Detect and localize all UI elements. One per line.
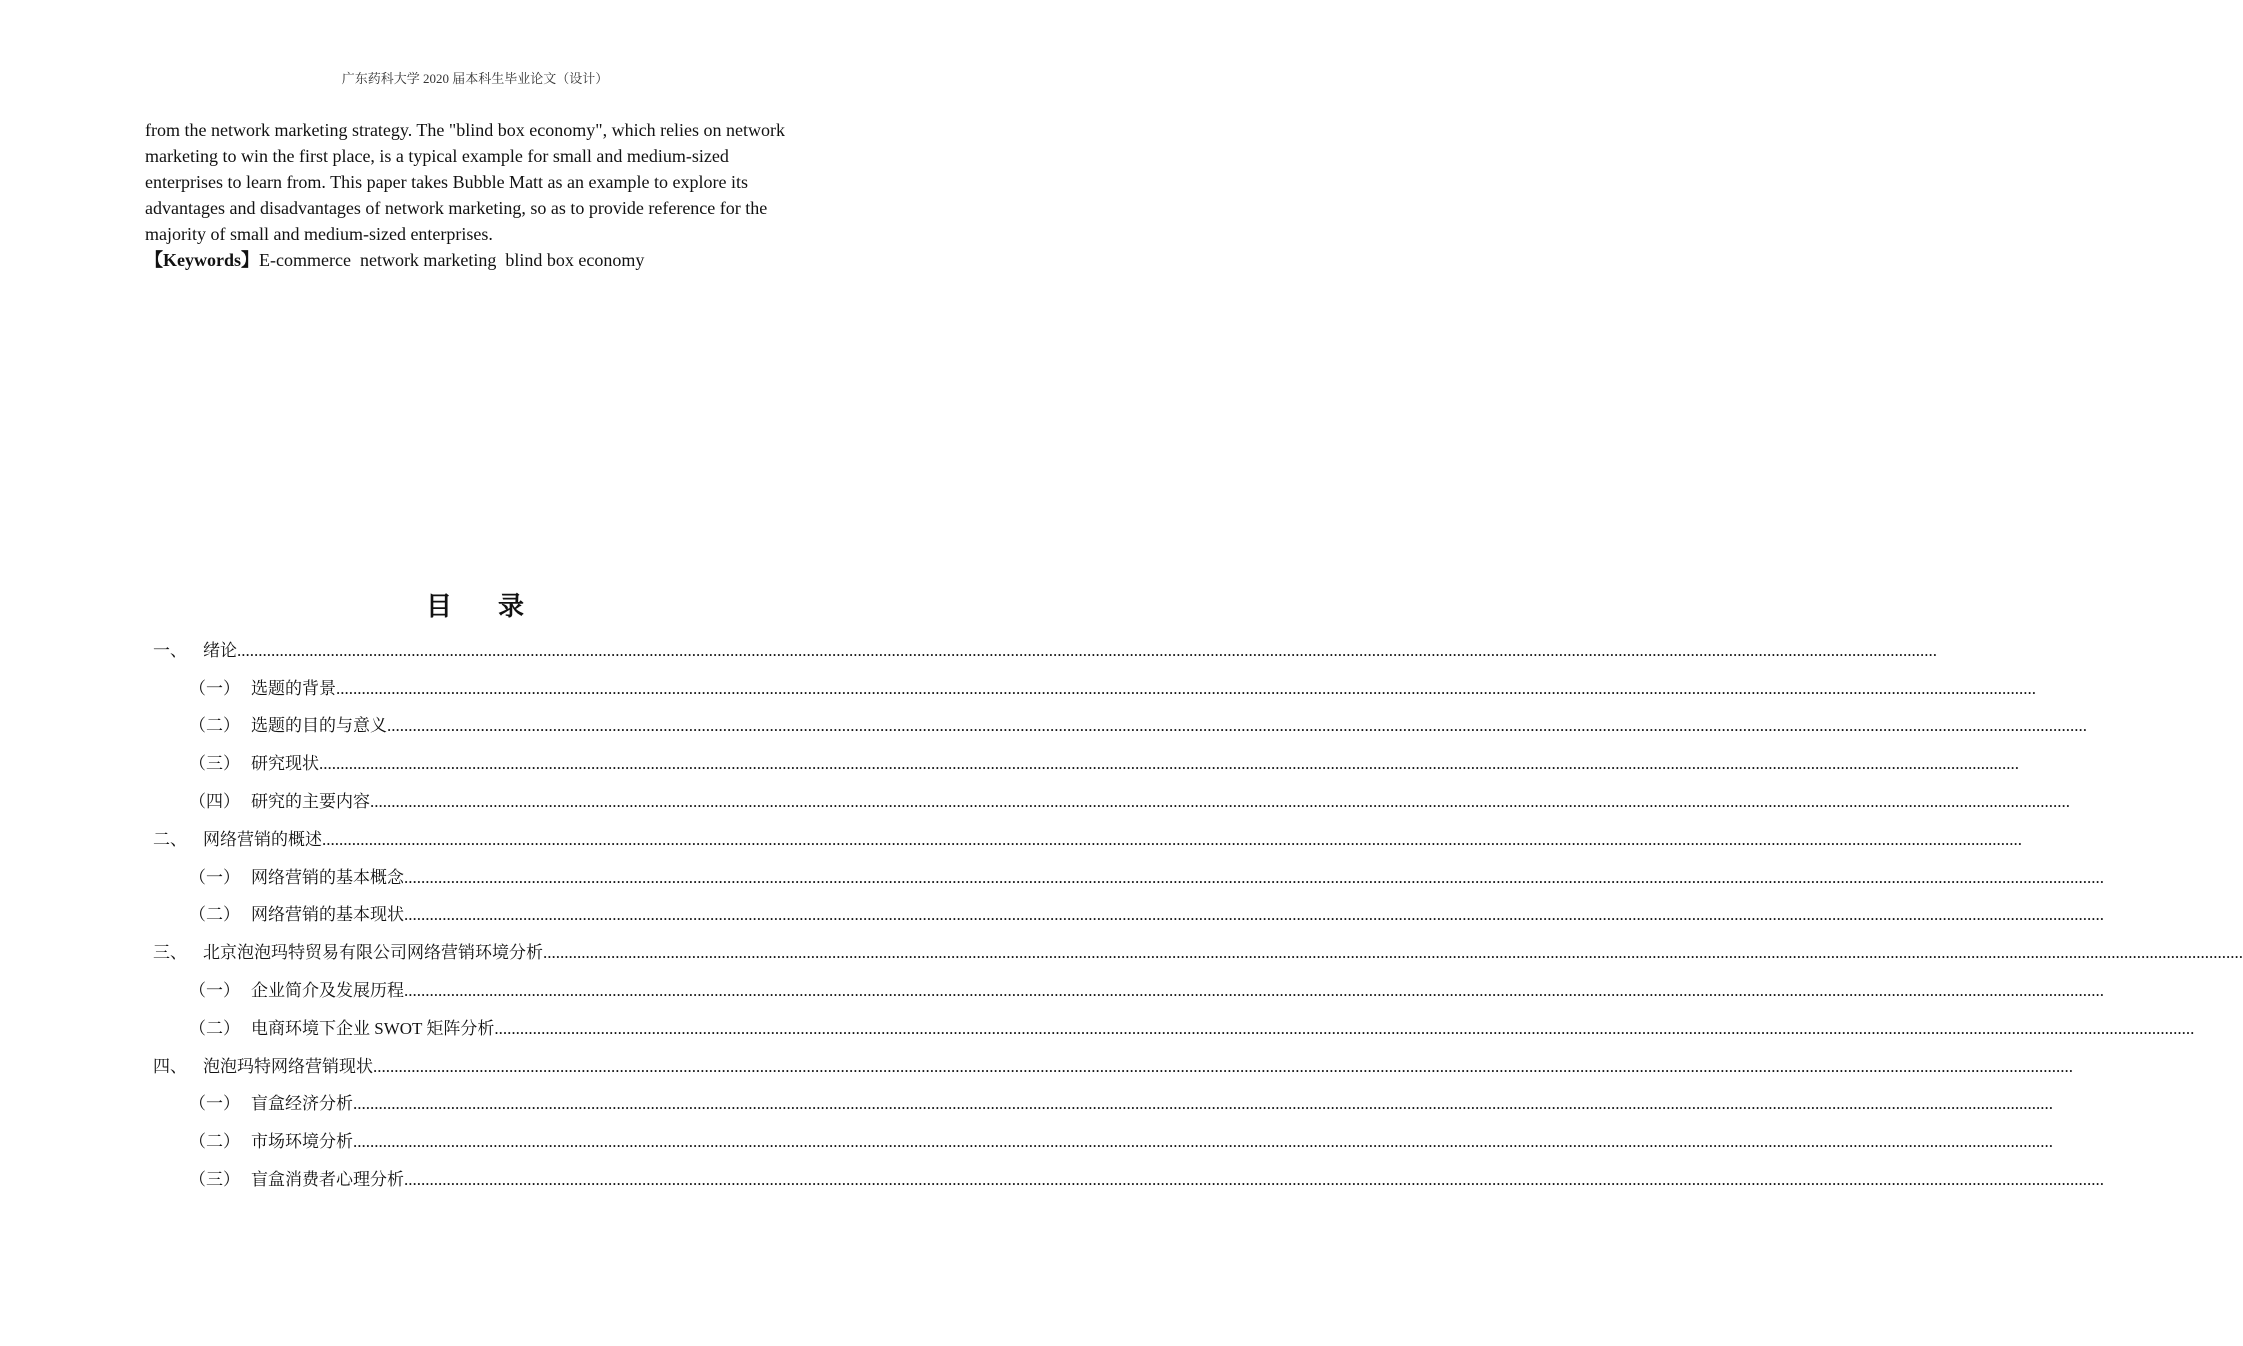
toc-entry[interactable] [153, 699, 2087, 737]
toc-entry-title: 盲盒经济分析 [251, 1094, 353, 1114]
toc-entry-number: （四） [189, 791, 240, 811]
toc-entry-title: 网络营销的概述 [203, 829, 322, 849]
toc-entry[interactable] [153, 925, 2243, 963]
toc-entry-title: 选题的目的与意义 [251, 716, 387, 736]
toc-dot-leader: ................................................................................................................................................................................................................................................................................................................................................................................................................ [494, 1018, 2195, 1038]
toc-entry[interactable] [153, 1039, 2073, 1077]
toc-entry[interactable] [153, 1152, 2104, 1190]
toc-entry-number: 二、 [153, 829, 187, 849]
toc-entry-title: 网络营销的基本概念 [251, 867, 404, 887]
toc-entry-title: 泡泡玛特网络营销现状 [203, 1056, 373, 1076]
toc-entry-number: （一） [189, 678, 240, 698]
keywords-line [145, 247, 810, 273]
toc-entry-number: 一、 [153, 640, 187, 660]
toc-dot-leader: ................................................................................................................................................................................................................................................................................................................................................................................................................ [353, 1132, 2053, 1152]
toc-dot-leader: ................................................................................................................................................................................................................................................................................................................................................................................................................ [404, 980, 2104, 1000]
toc-entry-number: （一） [189, 867, 240, 887]
toc-entry[interactable] [153, 1001, 2195, 1039]
keyword-item: blind box economy [505, 250, 645, 270]
toc-entry[interactable] [153, 1077, 2053, 1115]
toc-entry-number: （三） [189, 1169, 240, 1189]
toc-dot-leader: ................................................................................................................................................................................................................................................................................................................................................................................................................ [404, 905, 2104, 925]
abstract-paragraph: from the network marketing strategy. The "blind box economy", which relies on network marketing to win the first place, is a typical example for small and medium-sized enterprises to learn from. This paper takes Bubble Matt as an example to explore its advantages and disadvantages of network marketing, so as to provide reference for the majority of small and medium-sized enterprises. [145, 120, 786, 244]
toc-entry-number: （二） [189, 716, 240, 736]
toc-entry-number: （三） [189, 754, 240, 774]
toc-dot-leader: ................................................................................................................................................................................................................................................................................................................................................................................................................ [237, 640, 1937, 660]
toc-entry[interactable] [153, 623, 1937, 661]
toc-dot-leader: ................................................................................................................................................................................................................................................................................................................................................................................................................ [322, 829, 2022, 849]
table-of-contents [153, 623, 2243, 1190]
toc-entry-title: 选题的背景 [251, 678, 336, 698]
keywords-label: 【Keywords】 [145, 250, 259, 270]
toc-entry-title: 市场环境分析 [251, 1132, 353, 1152]
toc-entry[interactable] [153, 963, 2104, 1001]
toc-entry-number: （二） [189, 1132, 240, 1152]
toc-entry-number: 三、 [153, 943, 187, 963]
toc-title [0, 586, 950, 623]
toc-dot-leader: ................................................................................................................................................................................................................................................................................................................................................................................................................ [370, 791, 2070, 811]
toc-entry-title: 北京泡泡玛特贸易有限公司网络营销环境分析 [203, 943, 543, 963]
toc-entry-title: 研究现状 [251, 754, 319, 774]
keyword-item: network marketing [359, 250, 497, 270]
toc-entry-title: 网络营销的基本现状 [251, 905, 404, 925]
toc-dot-leader: ................................................................................................................................................................................................................................................................................................................................................................................................................ [319, 754, 2019, 774]
toc-entry-title: 盲盒消费者心理分析 [251, 1169, 404, 1189]
toc-entry-title: 绪论 [203, 640, 237, 660]
toc-entry[interactable] [153, 736, 2019, 774]
abstract-section [145, 117, 810, 273]
toc-dot-leader: ................................................................................................................................................................................................................................................................................................................................................................................................................ [353, 1094, 2053, 1114]
toc-dot-leader: ................................................................................................................................................................................................................................................................................................................................................................................................................ [336, 678, 2036, 698]
toc-dot-leader: ................................................................................................................................................................................................................................................................................................................................................................................................................ [543, 943, 2243, 963]
toc-dot-leader: ................................................................................................................................................................................................................................................................................................................................................................................................................ [404, 867, 2104, 887]
toc-entry-title: 电商环境下企业 SWOT 矩阵分析 [251, 1018, 495, 1038]
toc-entry-number: （一） [189, 980, 240, 1000]
toc-entry[interactable] [153, 661, 2036, 699]
toc-dot-leader: ................................................................................................................................................................................................................................................................................................................................................................................................................ [404, 1169, 2104, 1189]
toc-entry[interactable] [153, 774, 2070, 812]
toc-entry-number: （一） [189, 1094, 240, 1114]
toc-entry[interactable] [153, 1114, 2053, 1152]
toc-entry-title: 研究的主要内容 [251, 791, 370, 811]
toc-dot-leader: ................................................................................................................................................................................................................................................................................................................................................................................................................ [387, 716, 2087, 736]
keyword-item: E-commerce [259, 250, 351, 270]
toc-dot-leader: ................................................................................................................................................................................................................................................................................................................................................................................................................ [373, 1056, 2073, 1076]
toc-title-part: 录 [498, 592, 525, 622]
page-header: 广东药科大学 2020 届本科生毕业论文（设计） [341, 71, 609, 86]
toc-entry-number: 四、 [153, 1056, 187, 1076]
toc-title-part: 目 [425, 592, 452, 622]
toc-entry-number: （二） [189, 905, 240, 925]
toc-entry[interactable] [153, 812, 2022, 850]
toc-entry-title: 企业简介及发展历程 [251, 980, 404, 1000]
toc-entry-number: （二） [189, 1018, 240, 1038]
toc-entry[interactable] [153, 850, 2104, 888]
toc-entry[interactable] [153, 888, 2104, 926]
